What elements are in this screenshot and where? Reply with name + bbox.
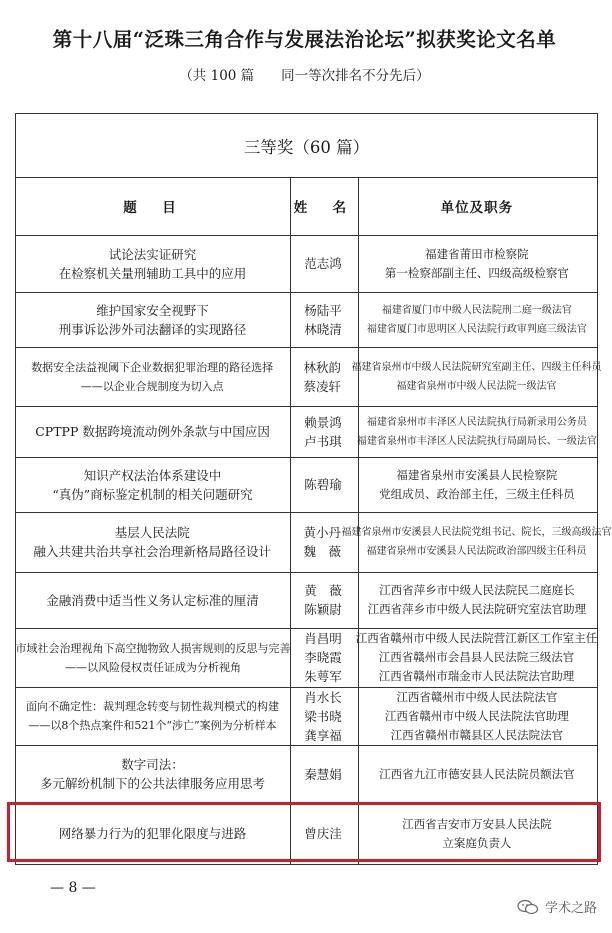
units-line: 福建省泉州市安溪县人民法院政治部四级主任科员: [366, 546, 587, 557]
names-line: 魏 薇: [303, 544, 341, 559]
units-cell: [357, 687, 597, 745]
names-line: 杨陆平: [304, 302, 342, 318]
names-line: 黄小丹: [303, 525, 341, 540]
names-cell: [289, 457, 357, 512]
table-row: [16, 745, 597, 803]
names-line: 陈碧瑜: [304, 477, 342, 492]
topic-cell: [16, 406, 289, 457]
topic-line: “真伪”商标鉴定机制的相关问题研究: [52, 486, 253, 502]
names-line: 龚享福: [304, 727, 342, 743]
units-line: 江西省赣州市会昌县人民法院三级法官: [378, 650, 575, 664]
table-header-row: [16, 177, 597, 235]
table-row: [16, 687, 597, 745]
topic-line: 融入共建共治共享社会治理新格局路径设计: [33, 544, 271, 559]
units-line: 福建省泉州市安溪县人民检察院: [396, 467, 558, 482]
header-topic: 题 目: [123, 200, 182, 216]
topic-cell: [16, 235, 289, 292]
names-cell: [288, 512, 356, 572]
table-row: [16, 512, 612, 572]
topic-cell: [16, 347, 288, 406]
topic-cell: [16, 687, 289, 745]
topic-line: 数据安全法益视阈下企业数据犯罪治理的路径选择: [31, 360, 274, 374]
header-name: 姓 名: [293, 200, 353, 216]
topic-line: 试论法实证研究: [108, 246, 197, 262]
names-line: 黄 薇: [304, 583, 342, 598]
units-line: 江西省赣州市中级人民法院法官助理: [384, 708, 569, 723]
award-level-heading: 三等奖（60 篇）: [243, 137, 370, 157]
names-line: 梁书晓: [304, 708, 342, 724]
header-unit: 单位及职务: [440, 200, 514, 216]
units-cell: [357, 572, 597, 628]
units-line: 福建省泉州市安溪县人民法院党组书记、院长，三级高级法官: [341, 527, 612, 538]
watermark-text: 学术之路: [544, 901, 597, 916]
units-line: 福建省厦门市思明区人民法院行政审判庭三级法官: [366, 323, 587, 335]
units-line: 第一检察部副主任、四级高级检察官: [384, 265, 569, 280]
units-line: 江西省萍乡市中级人民法院民二庭庭长: [379, 583, 575, 597]
topic-line: 维护国家安全视野下: [96, 302, 209, 318]
units-line: 江西省九江市德安县人民法院员额法官: [379, 766, 575, 781]
watermark: [517, 897, 597, 916]
units-line: 福建省泉州市中级人民法院一级法官: [396, 380, 557, 392]
names-line: 范志鸿: [304, 256, 342, 271]
names-cell: [289, 745, 357, 803]
table-row: [16, 457, 597, 512]
topic-line: 刑事诉讼涉外司法翻译的实现路径: [58, 321, 247, 337]
names-cell: [289, 235, 357, 292]
units-line: 福建省厦门市中级人民法院刑二庭一级法官: [381, 304, 572, 316]
names-cell: [288, 347, 356, 406]
units-cell: [341, 512, 612, 572]
topic-cell: [16, 628, 290, 687]
units-line: 福建省泉州市丰泽区人民法院执行局新录用公务员: [366, 416, 587, 428]
units-cell: [357, 745, 597, 803]
names-line: 卢书琪: [304, 433, 342, 449]
units-line: 党组成员、政治部主任，三级主任科员: [379, 486, 575, 501]
topic-cell: [16, 572, 289, 628]
names-line: 林晓清: [304, 321, 342, 337]
topic-cell: [16, 292, 289, 347]
units-line: 福建省泉州市丰泽区人民法院执行局副局长、一级法官: [356, 435, 597, 447]
table-row: [16, 572, 597, 628]
units-line: 江西省赣州市中级人民法院法官: [396, 689, 558, 704]
topic-line: 金融消费中适当性义务认定标准的厘清: [46, 592, 259, 608]
page-number: — 8 —: [50, 880, 96, 896]
table-row: [16, 406, 597, 457]
document-title: 第十八届“泛珠三角合作与发展法治论坛”拟获奖论文名单: [52, 28, 557, 51]
units-cell: [357, 406, 597, 457]
units-line: 江西省赣州市中级人民法院营江新区工作室主任: [355, 631, 598, 645]
units-line: 福建省莆田市检察院: [425, 246, 529, 261]
topic-line: 基层人民法院: [114, 525, 190, 540]
document-subtitle: （共 100 篇 同一等次排名不分先后）: [179, 68, 430, 84]
topic-line: 在检察机关量刑辅助工具中的应用: [58, 265, 247, 281]
topic-line: 知识产权法治体系建设中: [83, 467, 222, 483]
units-line: 江西省赣州市瑞金市人民法院法官助理: [378, 669, 575, 683]
units-line: 福建省泉州市中级人民法院研究室副主任、四级主任科员: [351, 361, 602, 373]
topic-line: 网络暴力行为的犯罪化限度与进路: [58, 826, 247, 841]
units-cell: [357, 235, 597, 292]
names-line: 赖景鸿: [304, 414, 342, 430]
topic-cell: [16, 745, 289, 803]
names-line: 李晓霞: [304, 650, 342, 665]
table-row: [16, 292, 597, 347]
topic-line: 面向不确定性：裁判理念转变与韧性裁判模式的构建: [26, 700, 280, 713]
names-line: 肖昌明: [304, 631, 342, 646]
units-cell: [357, 292, 597, 347]
names-line: 曾庆洼: [304, 826, 342, 841]
topic-line: 多元解纷机制下的公共法律服务应用思考: [40, 776, 266, 791]
names-line: 朱萼军: [304, 669, 342, 684]
names-line: 秦慧娟: [304, 766, 342, 782]
wechat-icon: [517, 899, 539, 915]
names-cell: [289, 572, 357, 628]
units-line: 立案庭负责人: [442, 835, 512, 850]
names-line: 林秋韵: [303, 359, 341, 375]
units-cell: [357, 457, 597, 512]
units-line: 江西省赣州市赣县区人民法院法官: [390, 727, 564, 742]
topic-line: ——以风险侵权责任证成为分析视角: [65, 660, 241, 674]
topic-line: ——以企业合规制度为切入点: [80, 379, 224, 393]
topic-cell: [16, 457, 289, 512]
units-line: 江西省吉安市万安县人民法院: [402, 816, 552, 831]
highlight-box: [7, 802, 601, 862]
topic-cell: [16, 512, 288, 572]
award-table: [15, 113, 612, 865]
topic-line: 市域社会治理视角下高空抛物致人损害规则的反思与完善: [15, 641, 291, 655]
table-row: [16, 628, 597, 687]
units-cell: [356, 628, 597, 687]
names-line: 肖水长: [304, 689, 342, 705]
topic-line: 数字司法：: [121, 757, 184, 772]
table-row: [16, 235, 597, 292]
units-line: 江西省萍乡市中级人民法院研究室法官助理: [367, 602, 587, 616]
topic-line: CPTPP 数据跨境流动例外条款与中国应因: [35, 424, 270, 439]
topic-line: ——以8个热点案件和521个“涉亡”案例为分析样本: [28, 719, 277, 732]
names-cell: [290, 628, 356, 687]
names-line: 蔡凌轩: [303, 378, 341, 394]
names-cell: [289, 292, 357, 347]
names-cell: [289, 687, 357, 745]
table-row: [16, 347, 602, 406]
names-cell: [289, 406, 357, 457]
units-cell: [351, 347, 602, 406]
names-line: 陈颖尉: [304, 602, 342, 617]
